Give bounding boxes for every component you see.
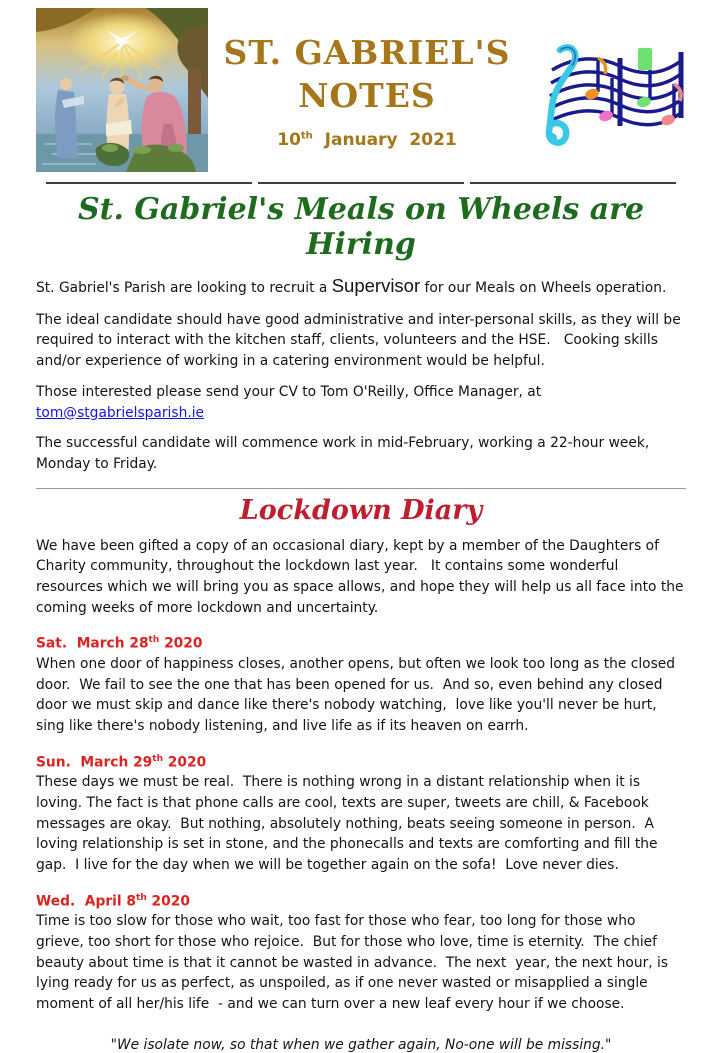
diary-entry-text: When one door of happiness closes, another opens, but often we look too long as the closed door. We fail to see the one that has been opened for us. And so, even behind any closed door we must skip and dance like there's nobody watching, love like you'll never be hurt, sing like there's nobody listening, and live life as if its heaven on earrh. <box>36 655 680 734</box>
divider-segment <box>258 182 464 184</box>
entry-date-year: 2020 <box>159 635 203 652</box>
email-link[interactable]: tom@stgabrielsparish.ie <box>36 404 205 421</box>
diary-entry-3 <box>36 893 686 1015</box>
supervisor-highlight: Supervisor <box>331 275 421 296</box>
section-divider <box>36 488 686 489</box>
hiring-para-2: The ideal candidate should have good administrative and inter-personal skills, as they will be required to interact with the kitchen staff, clients, volunteers and the HSE. Cooking skills and/or experience of working in a catering environment would be helpful. <box>36 311 686 370</box>
date-ordinal: th <box>300 130 313 142</box>
title-block <box>208 8 526 150</box>
diary-entry-1 <box>36 635 686 736</box>
note-orange <box>584 58 606 101</box>
hiring-para-4: The successful candidate will commence work in mid-February, working a 22-hour week, Monday to Friday. <box>36 435 654 472</box>
para3-text: Those interested please send your CV to Tom O'Reilly, Office Manager, at <box>36 383 546 400</box>
title-line-1: ST. GABRIEL'S <box>223 33 511 72</box>
diary-entry-2 <box>36 754 686 876</box>
note-green <box>636 48 652 109</box>
divider-segment <box>46 182 252 184</box>
date-number: 10 <box>277 129 301 150</box>
diary-entry-text: These days we must be real. There is nothing wrong in a distant relationship when it is loving. The fact is that phone calls are cool, texts are super, tweets are chill, & Facebook messages are okay. But nothing, absolutely nothing, beats seeing someone in person. A loving relationship is set in stone, and the phonecalls and texts are comforting and fill the gap. I live for the day when we will be together again on the sofa! Love never dies. <box>36 774 662 873</box>
header <box>36 8 686 172</box>
title-line-2: NOTES <box>298 75 436 115</box>
entry-date-text: Sun. March 29 <box>36 754 153 771</box>
diary-intro: We have been gifted a copy of an occasional diary, kept by a member of the Daughters of Charity community, throughout the lockdown last year. It contains some wonderful resources which we will bring you as space allows, and hope they will help us all face into the coming weeks of more lockdown and uncertainty. <box>36 537 688 616</box>
diary-heading: Lockdown Diary <box>239 494 483 526</box>
closing-quote: "We isolate now, so that when we gather again, No-one will be missing." <box>110 1036 612 1053</box>
diary-entry-date <box>36 893 686 910</box>
hiring-para-1 <box>36 272 686 300</box>
entry-date-year: 2020 <box>163 754 207 771</box>
diary-entry-text: Time is too slow for those who wait, too fast for those who fear, too long for those who grieve, too short for those who rejoice. But for those who love, time is eternity. The chief beauty about time is that it cannot be wasted in advance. The next year, the next hour, is lying ready for us as perfect, as unspoiled, as if one never wasted or misapplied a single moment of all her/his life - and we can turn over a new leaf every hour if we choose. <box>36 913 673 1013</box>
issue-date <box>208 130 526 150</box>
hiring-heading: St. Gabriel's Meals on Wheels are Hiring <box>77 192 645 262</box>
header-divider <box>46 182 676 184</box>
para1-text: St. Gabriel's Parish are looking to recruit a <box>36 280 332 296</box>
baptism-painting <box>36 8 208 172</box>
entry-date-year: 2020 <box>146 893 190 910</box>
music-notes-clipart <box>526 34 686 164</box>
diary-entry-date <box>36 635 686 652</box>
entry-date-ordinal: th <box>152 753 163 764</box>
entry-date-text: Sat. March 28 <box>36 635 149 652</box>
newsletter-title <box>208 32 526 118</box>
divider-segment <box>470 182 676 184</box>
date-rest: January 2021 <box>312 129 457 150</box>
hiring-para-3 <box>36 382 686 423</box>
treble-clef-icon <box>547 47 575 143</box>
diary-entry-date <box>36 754 686 771</box>
entry-date-text: Wed. April 8 <box>36 893 137 910</box>
para1-text-after: for our Meals on Wheels operation. <box>420 280 667 296</box>
entry-date-ordinal: th <box>136 892 147 903</box>
entry-date-ordinal: th <box>148 635 160 646</box>
